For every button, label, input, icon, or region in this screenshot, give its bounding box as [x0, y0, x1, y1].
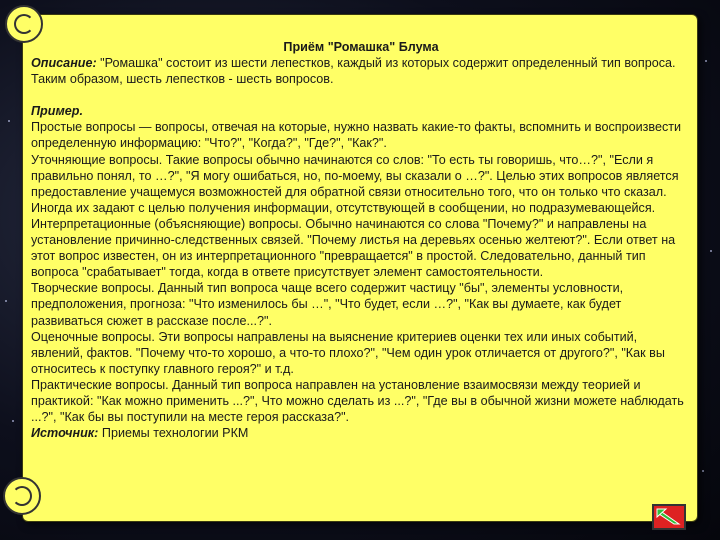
slide-scroll [22, 14, 698, 522]
scroll-curl-bottom [3, 477, 41, 515]
slide-content [31, 39, 691, 441]
paragraph-creative-questions: Творческие вопросы. Данный тип вопроса чаще всего содержит частицу "бы", элементы условности, предположения, прогноза: "Что изменилось бы …", "Что будет, если …?", "Как вы думаете, как будет развиваться сюжет в рассказе после...?". [31, 281, 624, 328]
paragraph-interpretive-questions: Интерпретационные (объясняющие) вопросы. Обычно начинаются со слова "Почему?" и направлены на установление причинно-следственных связей. "Почему листья на деревьях осенью желтеют?". Если ответ на этот вопрос известен, он из интерпретационного "превращается" в простой. Следовательно, данный тип вопроса "срабатывает" тогда, когда в ответе присутствует элемент самостоятельности. [31, 216, 676, 280]
paragraph-evaluative-questions: Оценочные вопросы. Эти вопросы направлены на выяснение критериев оценки тех или иных событий, явлений, фактов. "Почему что-то хорошо, а что-то плохо?", "Чем один урок отличается от другого?", "Как вы относитесь к поступку главного героя?" и т.д. [31, 329, 665, 376]
paragraph-practical-questions: Практические вопросы. Данный тип вопроса направлен на установление взаимосвязи между теорией и практикой: "Как можно применить ...?", Что можно сделать из ...?", "Где вы в обычной жизни можете наблюдать ...?", "Как бы вы поступили на месте героя рассказа?". [31, 377, 684, 425]
example-label: Пример. [31, 104, 83, 119]
source-label: Источник: [31, 426, 99, 441]
paragraph-clarifying-questions: Уточняющие вопросы. Такие вопросы обычно начинаются со слов: "То есть ты говоришь, что…?", "Если я правильно понял, то …?", "Я могу ошибаться, но, по-моему, вы сказали о …?". Целью этих вопросов является предоставление учащемуся возможностей для обратной связи относительно того, что он только что сказал. Иногда их задают с целью получения информации, отсутствующей в сообщении, но подразумевающейся. [31, 152, 679, 215]
return-arrow-icon [654, 506, 684, 528]
return-button[interactable] [652, 504, 686, 530]
description [31, 55, 691, 87]
source [31, 425, 691, 441]
description-text: "Ромашка" состоит из шести лепестков, каждый из которых содержит определенный тип вопроса. Таким образом, шесть лепестков - шесть вопросов. [31, 56, 676, 87]
paragraph-simple-questions: Простые вопросы — вопросы, отвечая на которые, нужно назвать какие-то факты, вспомнить и воспроизвести определенную информацию: "Что?", "Когда?", "Где?", "Как?". [31, 120, 682, 151]
slide-title: Приём "Ромашка" Блума [283, 40, 439, 54]
description-label: Описание: [31, 56, 97, 71]
source-text: Приемы технологии РКМ [98, 426, 249, 441]
scroll-curl-top [5, 5, 43, 43]
